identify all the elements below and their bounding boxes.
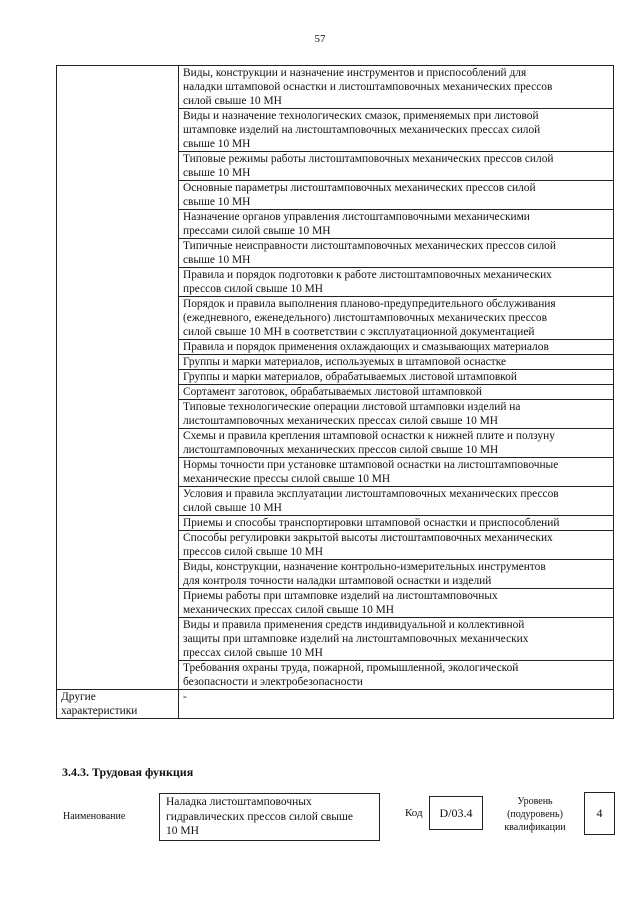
knowledge-item-line: Требования охраны труда, пожарной, промышленной, экологической [183,662,519,674]
knowledge-item-line: Группы и марки материалов, обрабатываемых листовой штамповкой [183,371,517,383]
knowledge-item-line: безопасности и электробезопасности [183,676,363,688]
section-heading: 3.4.3. Трудовая функция [62,765,194,779]
other-characteristics-value: - [179,690,614,719]
knowledge-item-line: прессах силой свыше 10 МН [183,647,323,659]
knowledge-item-line: силой свыше 10 МН [183,95,282,107]
knowledge-item [179,429,614,458]
knowledge-item [179,66,614,109]
knowledge-item-line: листоштамповочных механических прессах силой свыше 10 МН [183,415,499,427]
knowledge-item [179,109,614,152]
knowledge-item [179,239,614,268]
knowledge-item-line: Виды, конструкции и назначение инструментов и приспособлений для [183,67,527,79]
knowledge-item [179,458,614,487]
knowledge-item-line: Приемы работы при штамповке изделий на листоштамповочных [183,590,498,602]
knowledge-item [179,516,614,531]
knowledge-item [179,370,614,385]
knowledge-item-line: Схемы и правила крепления штамповой оснастки к нижней плите и ползуну [183,430,555,442]
knowledge-item-line: силой свыше 10 МН [183,502,282,514]
knowledge-item-line: Нормы точности при установке штамповой оснастки на листоштамповочные [183,459,559,471]
page-number: 57 [314,33,326,45]
knowledge-item-line: Условия и правила эксплуатации листоштамповочных механических прессов [183,488,559,500]
knowledge-item-line: свыше 10 МН [183,196,251,208]
knowledge-item [179,210,614,239]
knowledge-item-line: Типовые режимы работы листоштамповочных механических прессов силой [183,153,554,165]
knowledge-item [179,618,614,661]
knowledge-item-line: защиты при штамповке изделий на листоштамповочных механических [183,633,529,645]
knowledge-item-line: Способы регулировки закрытой высоты листоштамповочных механических [183,532,553,544]
level-value-box: 4 [584,792,615,835]
knowledge-item [179,560,614,589]
knowledge-label-cell [57,66,179,690]
knowledge-item-line: листоштамповочных механических прессов силой свыше 10 МН [183,444,499,456]
knowledge-item [179,385,614,400]
knowledge-item [179,661,614,690]
knowledge-item-line: (ежедневного, еженедельного) листоштамповочных механических прессов [183,312,547,324]
function-name-box [159,793,380,841]
other-label-line: Другие [61,691,96,703]
knowledge-table [56,65,614,719]
knowledge-item-line: Виды и правила применения средств индивидуальной и коллективной [183,619,525,631]
level-label-line: (подуровень) [507,809,563,820]
knowledge-item-line: Порядок и правила выполнения планово-предупредительного обслуживания [183,298,556,310]
knowledge-item-line: свыше 10 МН [183,254,251,266]
knowledge-item-line: свыше 10 МН [183,138,251,150]
knowledge-item-line: Правила и порядок подготовки к работе листоштамповочных механических [183,269,552,281]
knowledge-item [179,152,614,181]
other-characteristics-label [57,690,179,719]
knowledge-item [179,531,614,560]
knowledge-item-line: прессов силой свыше 10 МН [183,546,323,558]
function-name-line: 10 МН [166,825,199,837]
knowledge-item-line: Типовые технологические операции листовой штамповки изделий на [183,401,521,413]
knowledge-item [179,355,614,370]
table-row [57,690,614,719]
knowledge-item-line: наладки штамповой оснастки и листоштамповочных механических прессов [183,81,553,93]
knowledge-item-line: Сортамент заготовок, обрабатываемых листовой штамповкой [183,386,482,398]
knowledge-item-line: силой свыше 10 МН в соответствии с эксплуатационной документацией [183,326,535,338]
knowledge-item-line: Виды и назначение технологических смазок, применяемых при листовой [183,110,539,122]
knowledge-item-line: прессами силой свыше 10 МН [183,225,331,237]
level-label [492,795,578,834]
name-label: Наименование [63,811,126,822]
knowledge-item-line: Группы и марки материалов, используемых в штамповой оснастке [183,356,506,368]
knowledge-item-line: механических прессах силой свыше 10 МН [183,604,395,616]
other-label-line: характеристики [61,705,138,717]
knowledge-item [179,487,614,516]
function-name-line: гидравлических прессов силой свыше [166,810,353,823]
knowledge-item-line: Виды, конструкции, назначение контрольно-измерительных инструментов [183,561,546,573]
knowledge-item-line: механические прессы силой свыше 10 МН [183,473,391,485]
table-row [57,66,614,109]
level-label-line: квалификации [504,822,566,833]
knowledge-item [179,297,614,340]
level-label-line: Уровень [517,796,553,807]
knowledge-item [179,589,614,618]
code-label: Код [405,807,423,819]
function-name-line: Наладка листоштамповочных [166,796,312,808]
knowledge-item [179,181,614,210]
knowledge-item-line: прессов силой свыше 10 МН [183,283,323,295]
knowledge-item [179,268,614,297]
knowledge-item-line: Приемы и способы транспортировки штамповой оснастки и приспособлений [183,517,560,529]
knowledge-item-line: Типичные неисправности листоштамповочных механических прессов силой [183,240,556,252]
knowledge-item-line: штамповке изделий на листоштамповочных механических прессах силой [183,124,541,136]
knowledge-item [179,400,614,429]
code-value-box: D/03.4 [429,796,483,830]
knowledge-item-line: Правила и порядок применения охлаждающих и смазывающих материалов [183,341,549,353]
knowledge-item-line: свыше 10 МН [183,167,251,179]
knowledge-item [179,340,614,355]
knowledge-item-line: для контроля точности наладки штамповой оснастки и изделий [183,575,492,587]
knowledge-item-line: Назначение органов управления листоштамповочными механическими [183,211,530,223]
knowledge-item-line: Основные параметры листоштамповочных механических прессов силой [183,182,536,194]
